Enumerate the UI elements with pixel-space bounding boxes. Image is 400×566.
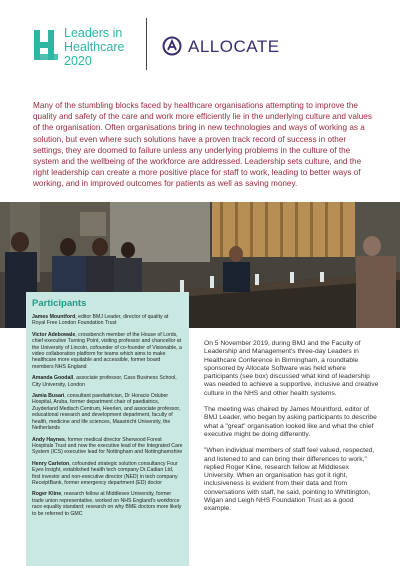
participant-desc: , cofounded strategic solution consultancy Four Eyes Insight, established health tech company Dr.Cadian Ltd, first investor and non-executive director (NED) in tech company ReceiptBank, former emergency department (ED) doctor xyxy=(32,460,178,486)
participants-heading: Participants xyxy=(32,298,87,309)
participant-desc: , consultant paediatrician, Dr Horacio Oduber Hospital, Aruba, former department chair of paediatrics, Zuyderland Medisch Centrum, Heerlen, and associate professor, educational research and development department, faculty of health, medicine and life sciences, Maastricht University, the Netherlands xyxy=(32,393,181,432)
logo-line-1: Leaders in xyxy=(64,26,123,40)
participant-name: Henry Carleton xyxy=(32,460,70,467)
participant-name: Jamia Busari xyxy=(32,393,65,400)
participant-desc: , crossbench member of the House of Lords, chief executive Turning Point, visiting professor and chancellor at the University of Lincoln, cofounder of co-founder of Visionable, a video collaboration platform for teams which aims to make healthcare more equitable and accessible, former board members NHS England xyxy=(32,331,182,370)
participant-desc: , research fellow at Middlesex University, former trade union representative, worked on NHS England's workforce race equality standard; research on why BME doctors more likely to be referred to GMC xyxy=(32,491,182,517)
logo-line-2: Healthcare xyxy=(64,40,125,54)
participant-item xyxy=(32,332,183,370)
participant-item xyxy=(32,314,183,327)
body-paragraph: "When individual members of staff feel valued, respected, and listened to and can bring their differences to work," replied Roger Kline, research fellow at Middlesex University. When an organisation has got it right, inclusiveness is evident from their data and from conversations with staff, he said, pointing to Whittington, Wigan and Leigh NHS Foundation Trust as a good example. xyxy=(204,447,375,513)
page-header xyxy=(0,0,400,80)
participant-item xyxy=(32,375,183,388)
participants-box xyxy=(26,292,189,566)
participant-name: Andy Haynes xyxy=(32,436,65,443)
participant-desc: , former medical director Sherwood Forest Hospitals Trust and now the executive lead of the Integrated Care System (ICS) executive lead for Nottingham and Nottinghamshire xyxy=(32,436,183,456)
participant-item xyxy=(32,393,183,431)
intro-paragraph: Many of the stumbling blocks faced by healthcare organisations attempting to improve the quality and safety of the care and work more efficiently lie in the underlying culture and values of the organisation. Often organisations bring in new technologies and ways of working as a solution, but even where such solutions have a proven track record of success in other settings, they are doomed to failure unless any underlying problems in the culture of the system and the wellbeing of the workforce are addressed. Leadership sets culture, and the right leadership can create a more positive place for staff to work, leading to better ways of working, and in improved outcomes for patients as well as saving money. xyxy=(33,101,372,189)
article-body xyxy=(204,340,380,522)
participant-desc: , editor BMJ Leader, director of quality at Royal Free London Foundation Trust xyxy=(32,314,169,327)
participant-desc: , associate professor, Cass Business School, City University, London xyxy=(32,375,177,388)
leaders-in-healthcare-logo-icon xyxy=(34,30,58,60)
participant-name: James Mountford xyxy=(32,314,76,320)
header-divider xyxy=(146,18,147,70)
participant-name: Victor Adebowale xyxy=(32,331,76,338)
logo-year: 2020 xyxy=(64,54,92,68)
allocate-logo-icon xyxy=(162,36,182,56)
participant-item xyxy=(32,437,183,456)
participant-item xyxy=(32,461,183,487)
participant-item xyxy=(32,491,183,517)
participant-name: Roger Kline xyxy=(32,491,62,498)
body-paragraph: On 5 November 2019, during BMJ and the Faculty of Leadership and Management's three-day Leaders in Healthcare Conference in Birmingham, a roundtable sponsored by Allocate Software was held where participants (see box) discussed what kind of leadership was needed to achieve a supportive, inclusive and creative culture in the NHS and other health systems. xyxy=(204,340,379,397)
body-paragraph: The meeting was chaired by James Mountford, editor of BMJ Leader, who began by asking participants to describe what a "great" organisation looked like and what the chief executive might be doing differently. xyxy=(204,406,377,438)
participant-name: Amanda Goodall xyxy=(32,375,74,382)
leaders-in-healthcare-wordmark xyxy=(64,26,124,68)
allocate-wordmark: ALLOCATE xyxy=(188,37,280,56)
